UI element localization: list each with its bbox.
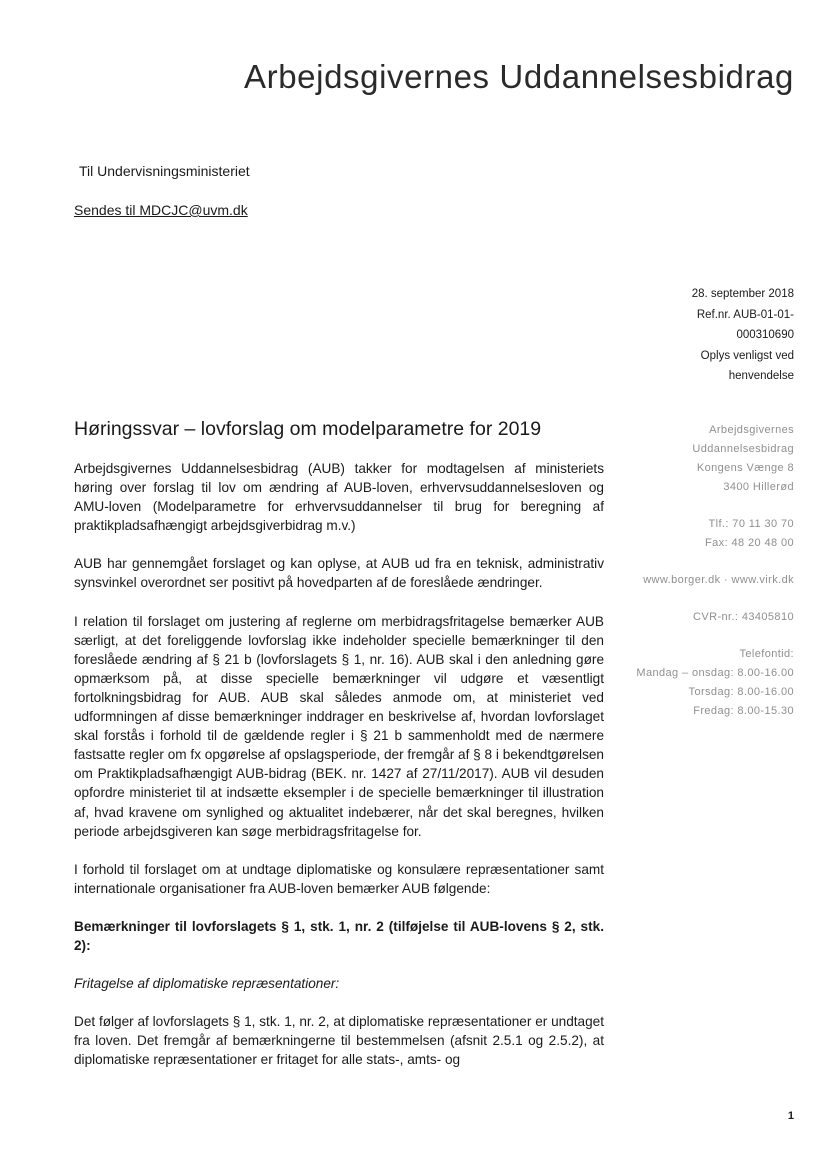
reference-number-line1: Ref.nr. AUB-01-01- xyxy=(696,308,794,321)
paragraph-diplomatic-exemption: Det følger af lovforslagets § 1, stk. 1, nr. 2, at diplomatiske repræsentationer er undtaget fra loven. Det fremgår af bemærkningerne til bestemmelsen (afsnit 2.5.1 og 2.5.2), at diplomatiske repræsentationer er fritaget for alle stats-, amts- og xyxy=(74,1014,604,1068)
sidebar-hours-label: Telefontid: xyxy=(739,648,794,660)
sidebar-web-links[interactable]: www.borger.dk · www.virk.dk xyxy=(643,574,794,586)
paragraph-merbidrag: I relation til forslaget om justering af reglerne om merbidragsfritagelse bemærker AUB særligt, at det foreliggende lovforslag ikke indeholder specielle bemærkninger til den foreslåede ændring af § 21 b (lovforslagets § 1, nr. 16). AUB skal i den anledning gøre opmærksom på, at disse specielle bemærkninger vil udgøre et væsentligt fortolkningsbidrag for AUB. AUB skal således anmode om, at ministeriet ved udformningen af disse bemærkninger inddrager en beskrivelse af, hvordan lovforslaget skal forstås i forhold til de gældende regler i § 21 b sammenholdt med de nærmere fastsatte regler om fx opgørelse af opslagsperiode, der fremgår af § 8 i bekendtgørelsen om Praktikpladsafhængigt AUB-bidrag (BEK. nr. 1427 af 27/11/2017). AUB vil desuden opfordre ministeriet til at indsætte eksempler i de specielle bemærkninger til illustration af, hvad kravene om synlighed og aktualitet indebærer, når det skal beregnes, hvilken periode arbejdsgiveren kan søge merbidragsfritagelse for. xyxy=(74,613,604,839)
sidebar-fax: Fax: 48 20 48 00 xyxy=(705,537,794,549)
reference-number-line2: 000310690 xyxy=(736,329,794,341)
contact-sidebar xyxy=(610,421,794,721)
letter-date: 28. september 2018 xyxy=(691,288,794,300)
paragraph-overview: AUB har gennemgået forslaget og kan oplyse, at AUB ud fra en teknisk, administrativ synsvinkel overordnet ser positivt på hovedparten af de foreslåede ændringer. xyxy=(74,556,604,591)
sidebar-hours-thu: Torsdag: 8.00-16.00 xyxy=(688,686,794,698)
reference-note-line2: henvendelse xyxy=(728,370,794,382)
letter-meta xyxy=(600,284,794,387)
sent-to-email-link[interactable]: Sendes til MDCJC@uvm.dk xyxy=(74,202,248,218)
sidebar-street: Kongens Vænge 8 xyxy=(696,462,794,474)
organization-title: Arbejdsgivernes Uddannelsesbidrag xyxy=(244,58,794,95)
recipient-line: Til Undervisningsministeriet xyxy=(79,163,250,179)
sidebar-org-line1: Arbejdsgivernes xyxy=(709,424,794,436)
document-body xyxy=(74,459,604,1088)
sidebar-phone: Tlf.: 70 11 30 70 xyxy=(708,518,794,530)
sidebar-hours-fri: Fredag: 8.00-15.30 xyxy=(693,705,794,717)
reference-note-line1: Oplys venligst ved xyxy=(700,349,794,362)
section-heading-bold: Bemærkninger til lovforslagets § 1, stk. 1, nr. 2 (tilføjelse til AUB-lovens § 2, stk. 2): xyxy=(74,918,604,953)
paragraph-intro: Arbejdsgivernes Uddannelsesbidrag (AUB) takker for modtagelsen af ministeriets høring over forslag til lov om ændring af AUB-loven, erhvervsuddannelsesloven og AMU-loven (Modelparametre for erhvervsuddannelser til brug for beregning af praktikpladsafhængigt arbejdsgiverbidrag m.v.) xyxy=(74,461,604,534)
sidebar-hours-mon-wed: Mandag – onsdag: 8.00-16.00 xyxy=(636,667,794,679)
page-number: 1 xyxy=(787,1110,794,1122)
sidebar-city: 3400 Hillerød xyxy=(723,481,794,493)
sidebar-cvr: CVR-nr.: 43405810 xyxy=(693,611,794,623)
paragraph-diplomatic-intro: I forhold til forslaget om at undtage diplomatiske og konsulære repræsentationer samt internationale organisationer fra AUB-loven bemærker AUB følgende: xyxy=(74,861,604,896)
document-heading: Høringssvar – lovforslag om modelparametre for 2019 xyxy=(74,418,542,440)
sidebar-org-line2: Uddannelsesbidrag xyxy=(692,443,794,455)
subsection-heading-italic: Fritagelse af diplomatiske repræsentationer: xyxy=(74,976,340,992)
